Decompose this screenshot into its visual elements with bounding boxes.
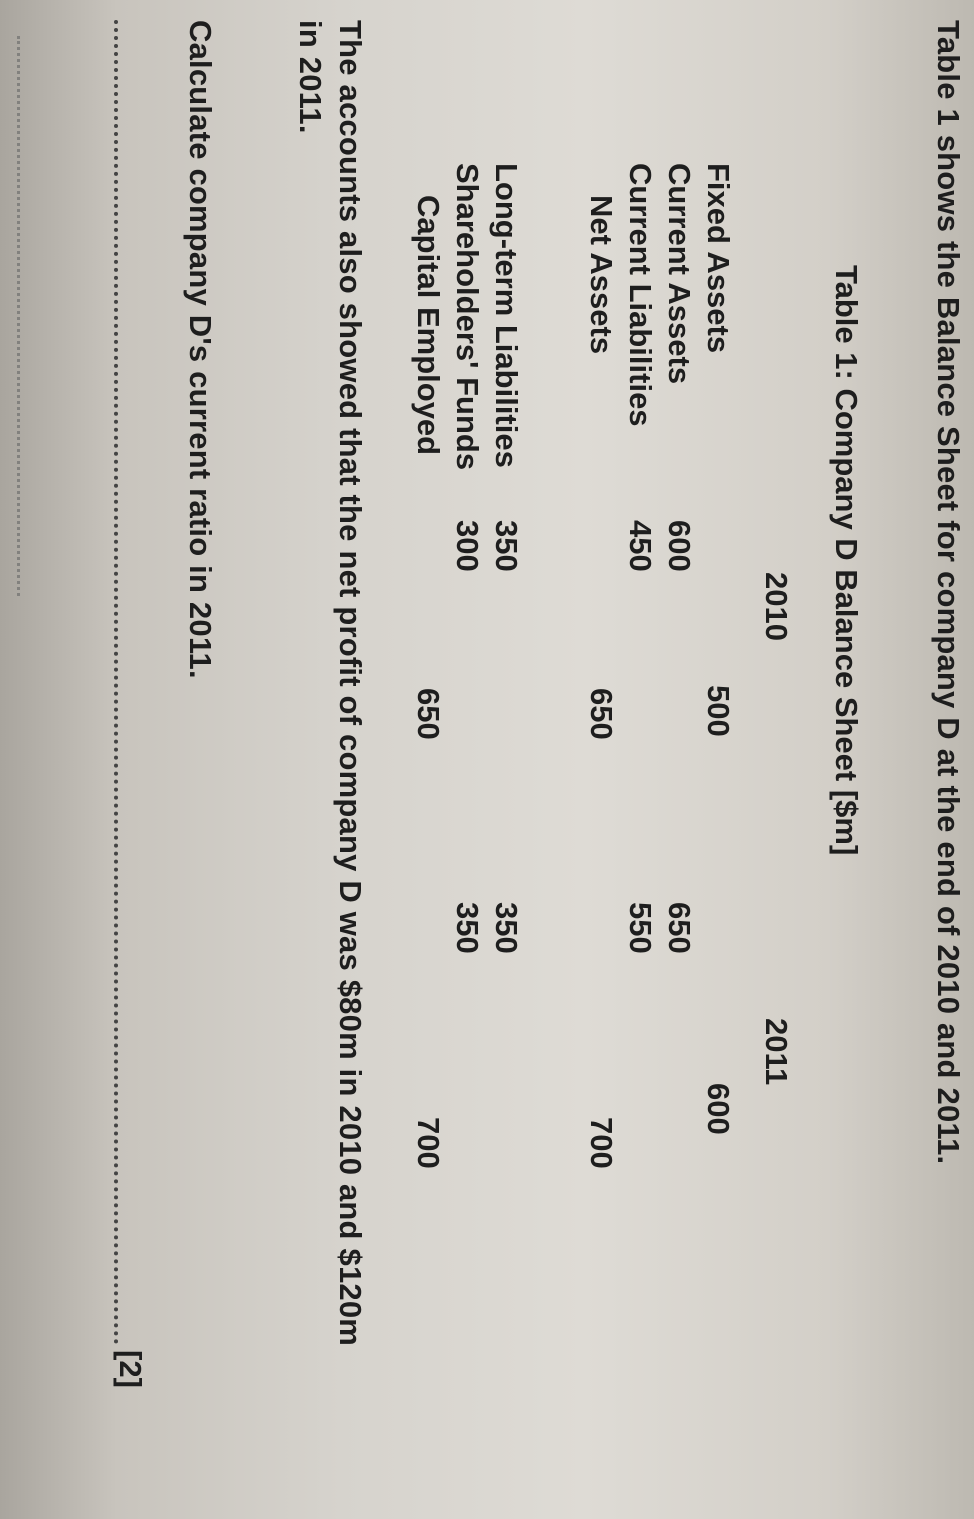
row-label-current-assets: Current Assets (662, 163, 697, 385)
profit-statement-line-2: in 2011. (293, 20, 328, 134)
cell-long-term-liabilities-2011: 350 (489, 902, 524, 954)
cell-current-assets-2010: 600 (662, 520, 697, 572)
intro-text: Table 1 shows the Balance Sheet for company D at the end of 2010 and 2011. (931, 20, 966, 1165)
row-label-shareholders-funds: Shareholders' Funds (450, 163, 485, 471)
faint-dotted-line (17, 36, 20, 596)
cell-fixed-assets-2010: 500 (701, 685, 736, 737)
cell-net-assets-2010: 650 (584, 688, 619, 740)
cell-net-assets-2011: 700 (584, 1117, 619, 1169)
row-label-current-liabilities: Current Liabilities (623, 163, 658, 427)
cell-current-liabilities-2010: 450 (623, 520, 658, 572)
answer-dotted-line[interactable] (114, 20, 118, 1345)
marks-label: [2] (113, 1350, 148, 1388)
table-caption: Table 1: Company D Balance Sheet [$m] (829, 265, 864, 856)
row-label-net-assets: Net Assets (584, 195, 619, 355)
row-label-fixed-assets: Fixed Assets (701, 163, 736, 354)
cell-shareholders-funds-2011: 350 (450, 902, 485, 954)
column-header-2010: 2010 (759, 572, 794, 641)
task-instruction: Calculate company D's current ratio in 2011. (183, 20, 218, 679)
column-header-2011: 2011 (759, 1018, 794, 1086)
cell-fixed-assets-2011: 600 (701, 1083, 736, 1135)
cell-current-liabilities-2011: 550 (623, 902, 658, 954)
cell-shareholders-funds-2010: 300 (450, 520, 485, 572)
row-label-capital-employed: Capital Employed (411, 195, 446, 456)
cell-capital-employed-2011: 700 (411, 1117, 446, 1169)
cell-current-assets-2011: 650 (662, 902, 697, 954)
cell-long-term-liabilities-2010: 350 (489, 520, 524, 572)
profit-statement-line-1: The accounts also showed that the net profit of company D was $80m in 2010 and $120m (333, 20, 368, 1347)
cell-capital-employed-2010: 650 (411, 688, 446, 740)
row-label-long-term-liabilities: Long-term Liabilities (489, 163, 524, 468)
